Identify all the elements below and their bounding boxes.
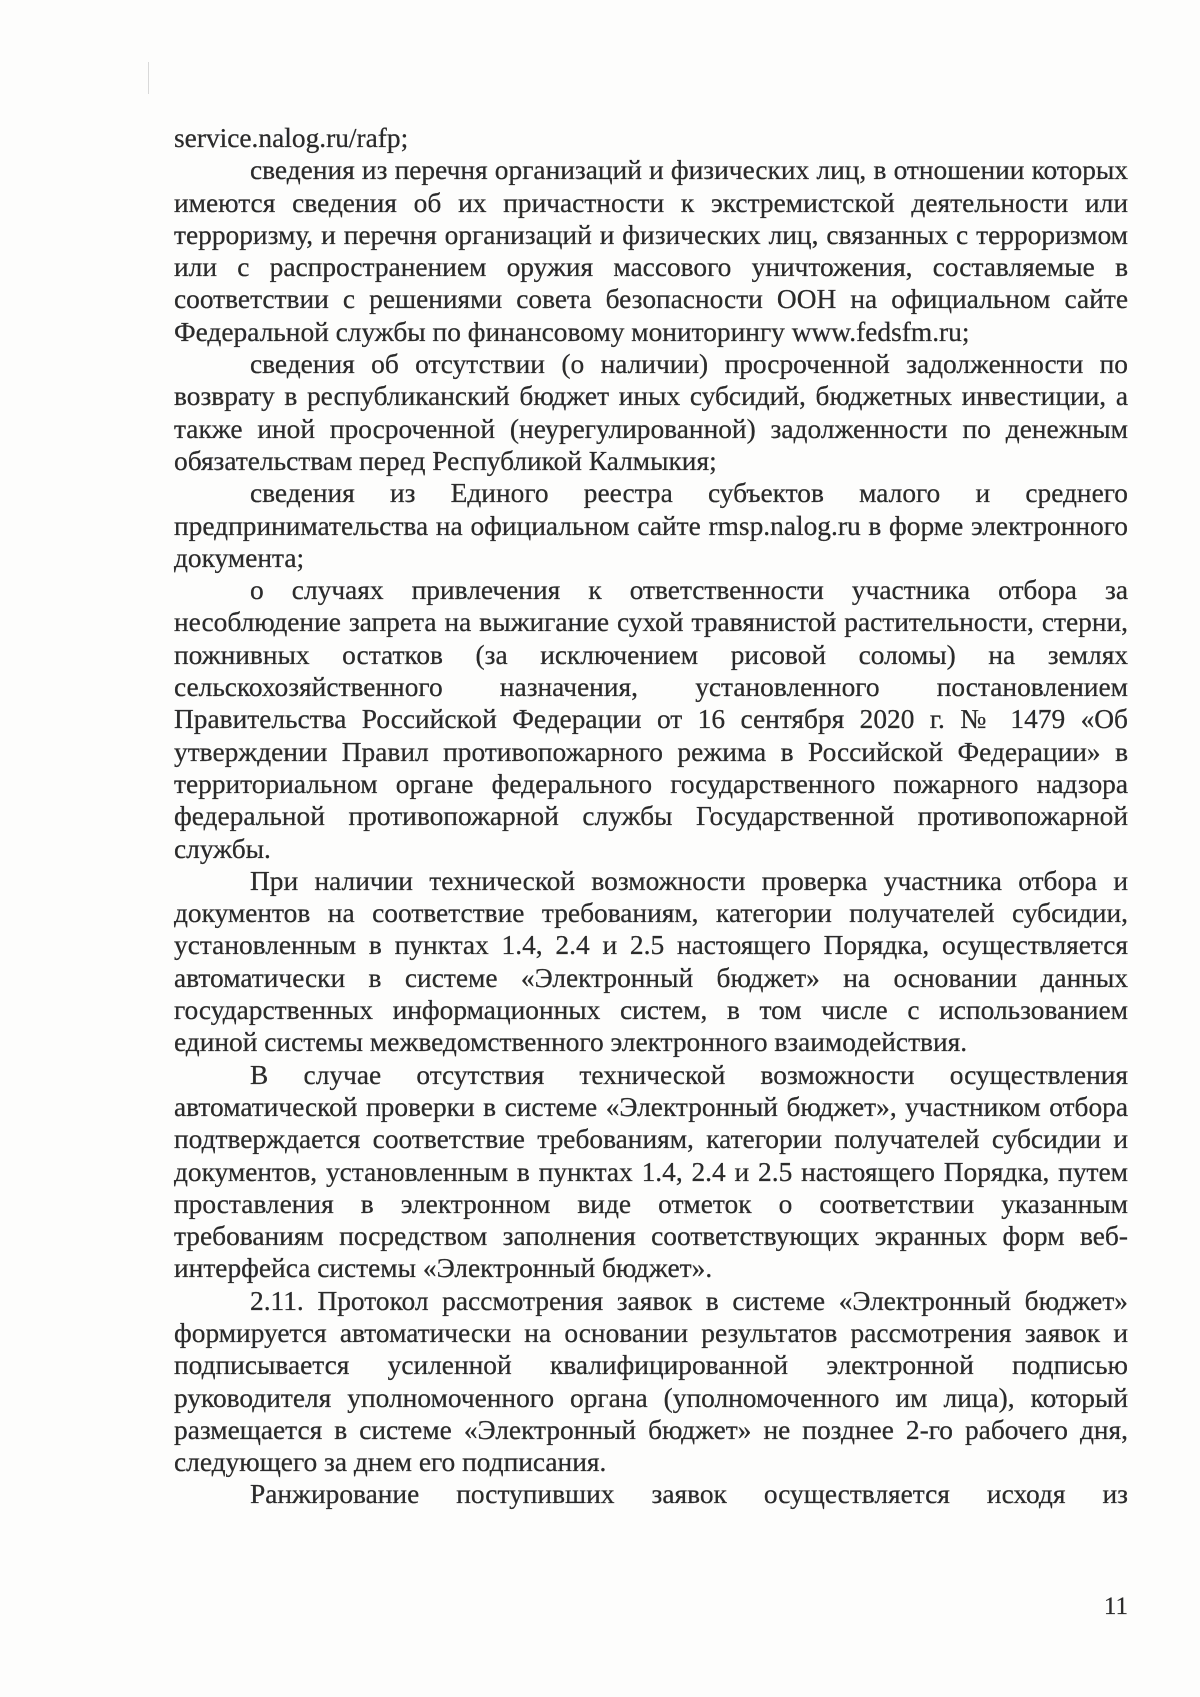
paragraph-sme-registry: сведения из Единого реестра субъектов малого и среднего предпринимательства на официальном сайте rmsp.nalog.ru в форме электронного документа; (174, 478, 1128, 573)
page-number: 11 (1103, 1593, 1128, 1620)
paragraph-ranking: Ранжирование поступивших заявок осуществляется исходя из (250, 1479, 1128, 1510)
paragraph-manual-check: В случае отсутствия технической возможности осуществления автоматической проверки в системе «Электронный бюджет», участником отбора подтверждается соответствие требованиям, категории получателей субсидии и документов, установленным в пунктах 1.4, 2.4 и 2.5 настоящего Порядка, путем проставления в электронном виде отметок о соответствии указанным требованиям посредством заполнения соответствующих экранных форм веб-интерфейса системы «Электронный бюджет». (174, 1059, 1128, 1284)
paragraph-automatic-check: При наличии технической возможности проверка участника отбора и документов на соответствие требованиям, категории получателей субсидии, установленным в пунктах 1.4, 2.4 и 2.5 настоящего Порядка, осуществляется автоматически в системе «Электронный бюджет» на основании данных государственных информационных систем, в том числе с использованием единой системы межведомственного электронного взаимодействия. (174, 865, 1128, 1058)
paragraph-url-continuation: service.nalog.ru/rafp; (174, 123, 409, 153)
document-body (174, 122, 1128, 1511)
scan-artifact (148, 62, 149, 94)
paragraph-debt-info: сведения об отсутствии (о наличии) просроченной задолженности по возврату в республиканский бюджет иных субсидий, бюджетных инвестиции, а также иной просроченной (неурегулированной) задолженности по денежным обязательствам перед Республикой Калмыкия; (174, 349, 1128, 476)
paragraph-terrorism-list: сведения из перечня организаций и физических лиц, в отношении которых имеются сведения об их причастности к экстремистской деятельности или терроризму, и перечня организаций и физических лиц, связанных с терроризмом или с распространением оружия массового уничтожения, составляемые в соответствии с решениями совета безопасности ООН на официальном сайте Федеральной службы по финансовому мониторингу www.fedsfm.ru; (174, 155, 1128, 347)
paragraph-protocol-2-11: 2.11. Протокол рассмотрения заявок в системе «Электронный бюджет» формируется автоматически на основании результатов рассмотрения заявок и подписывается усиленной квалифицированной электронной подписью руководителя уполномоченного органа (уполномоченного им лица), который размещается в системе «Электронный бюджет» не позднее 2-го рабочего дня, следующего за днем его подписания. (174, 1285, 1128, 1478)
paragraph-fire-liability: о случаях привлечения к ответственности участника отбора за несоблюдение запрета на выжигание сухой травянистой растительности, стерни, пожнивных остатков (за исключением рисовой соломы) на землях сельскохозяйственного назначения, установленного постановлением Правительства Российской Федерации от 16 сентября 2020 г. № 1479 «Об утверждении Правил противопожарного режима в Российской Федерации» в территориальном органе федерального государственного пожарного надзора федеральной противопожарной службы Государственной противопожарной службы. (174, 575, 1128, 864)
